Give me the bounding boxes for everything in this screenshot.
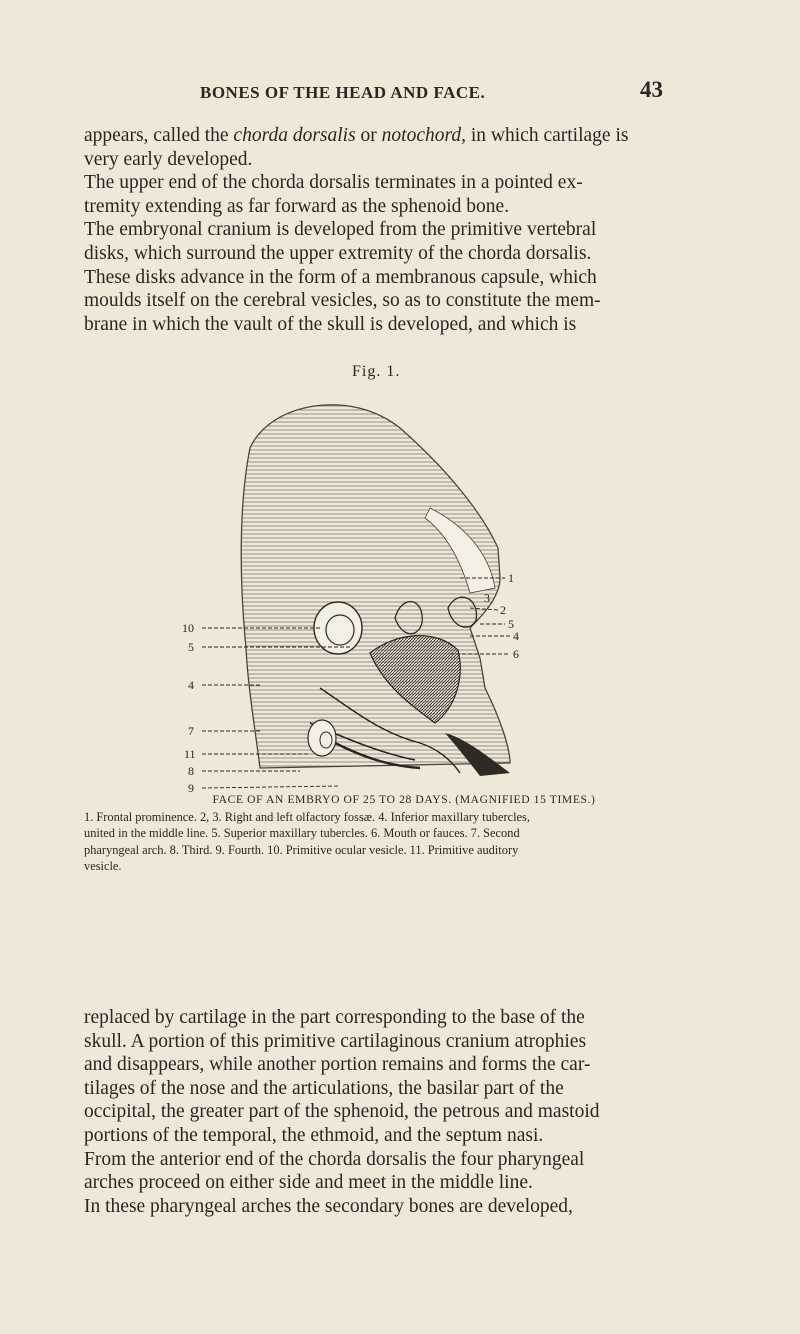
paragraph-bottom xyxy=(84,1006,724,1218)
text-line: These disks advance in the form of a membranous capsule, which xyxy=(84,266,597,288)
callout-6: 6 xyxy=(513,647,519,661)
text-line: tilages of the nose and the articulations, the basilar part of the xyxy=(84,1077,564,1099)
text-line: The upper end of the chorda dorsalis terminates in a pointed ex- xyxy=(84,172,583,194)
callout-4-right: 4 xyxy=(513,629,519,643)
text-line: skull. A portion of this primitive cartilaginous cranium atrophies xyxy=(84,1030,587,1052)
page-number: 43 xyxy=(640,77,663,102)
text-line: brane in which the vault of the skull is developed, and which is xyxy=(84,313,577,335)
paragraph-top xyxy=(84,124,724,336)
callout-9: 9 xyxy=(188,781,194,795)
text-line: moulds itself on the cerebral vesicles, so as to constitute the mem- xyxy=(84,290,601,312)
term-notochord: notochord, xyxy=(381,125,466,146)
callout-11: 11 xyxy=(184,747,196,761)
running-title: BONES OF THE HEAD AND FACE. xyxy=(200,83,486,102)
text-line: replaced by cartilage in the part corresponding to the base of the xyxy=(84,1007,585,1028)
caption-line: pharyngeal arch. 8. Third. 9. Fourth. 10. Primitive ocular vesicle. 11. Primitive auditory xyxy=(84,842,519,857)
caption-title: FACE OF AN EMBRYO OF 25 TO 28 DAYS. (MAGNIFIED 15 TIMES.) xyxy=(212,793,596,806)
term-chorda-dorsalis: chorda dorsalis xyxy=(233,125,356,146)
callout-5-left: 5 xyxy=(188,640,194,654)
embryo-face-illustration xyxy=(180,388,540,795)
callout-10: 10 xyxy=(182,621,194,635)
caption-line: vesicle. xyxy=(84,858,122,873)
callout-4-left: 4 xyxy=(188,678,194,692)
text-line: The embryonal cranium is developed from the primitive vertebral xyxy=(84,219,597,241)
callout-8: 8 xyxy=(188,764,194,778)
text-line: very early developed. xyxy=(84,148,253,170)
running-head xyxy=(0,77,800,107)
text-line: disks, which surround the upper extremity of the chorda dorsalis. xyxy=(84,242,592,264)
text-line: From the anterior end of the chorda dorsalis the four pharyngeal xyxy=(84,1148,585,1170)
callout-3: 3 xyxy=(484,591,490,605)
callout-2: 2 xyxy=(500,603,506,617)
text-line: portions of the temporal, the ethmoid, and the septum nasi. xyxy=(84,1124,544,1146)
text-line: arches proceed on either side and meet in the middle line. xyxy=(84,1172,533,1194)
caption-line: united in the middle line. 5. Superior maxillary tubercles. 6. Mouth or fauces. 7. Second xyxy=(84,826,520,841)
figure-label: Fig. 1. xyxy=(352,363,401,380)
caption-body xyxy=(84,809,724,874)
text-line: and disappears, while another portion remains and forms the car- xyxy=(84,1054,591,1076)
text-line: occipital, the greater part of the sphenoid, the petrous and mastoid xyxy=(84,1101,600,1123)
text-line: tremity extending as far forward as the sphenoid bone. xyxy=(84,195,510,217)
caption-line: 1. Frontal prominence. 2, 3. Right and left olfactory fossæ. 4. Inferior maxillary tubercles, xyxy=(84,810,530,825)
figure-caption xyxy=(84,792,724,874)
text-line: In these pharyngeal arches the secondary bones are developed, xyxy=(84,1195,573,1217)
callout-1: 1 xyxy=(508,571,514,585)
callout-5-right: 5 xyxy=(508,617,514,631)
callout-7: 7 xyxy=(188,724,194,738)
text-line: appears, called the chorda dorsalis or notochord, in which cartilage is xyxy=(84,125,629,146)
